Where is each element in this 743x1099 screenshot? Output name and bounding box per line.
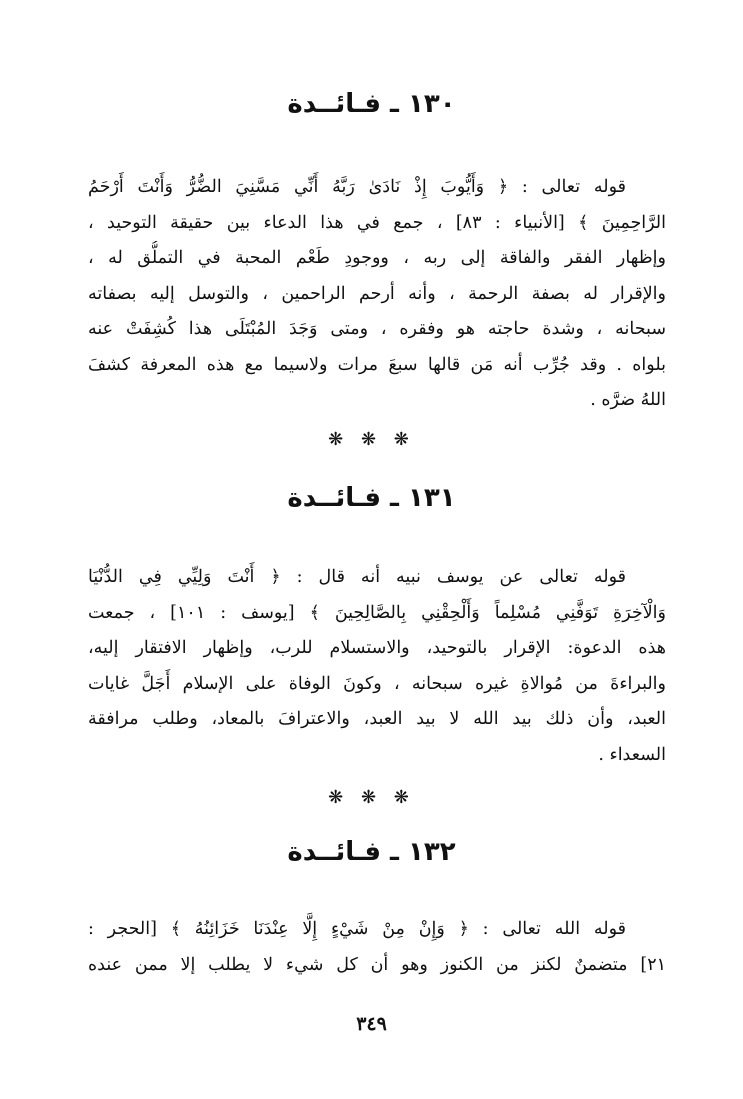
page-number: ٣٤٩ — [356, 1013, 387, 1035]
text-line: والبراءةَ من مُوالاةِ غيره سبحانه ، وكونَ الوفاة على الإسلام أَجَلَّ غايات — [88, 673, 666, 694]
text-line: وإظهار الفقر والفاقة إلى ربه ، ووجودِ طَعْم المحبة في التملُّق له ، — [88, 248, 666, 268]
section-body-131 — [88, 560, 666, 773]
section-separator: ❋ ❋ ❋ — [328, 429, 415, 450]
section-heading-131: ١٣١ ـ فـائــدة — [287, 483, 456, 513]
text-line: العبد، وأن ذلك بيد الله لا بيد العبد، والاعترافَ بالمعاد، وطلب مرافقة — [88, 709, 666, 729]
section-separator: ❋ ❋ ❋ — [328, 787, 415, 808]
text-line: قوله تعالى عن يوسف نبيه أنه قال : ﴿ أَنْتَ وَلِيِّي فِي الدُّنْيَا — [88, 567, 626, 587]
text-line: بلواه . وقد جُرِّب أنه مَن قالها سبعَ مرات ولاسيما مع هذه المعرفة كشفَ — [88, 354, 666, 375]
text-line: قوله تعالى : ﴿ وَأَيُّوبَ إِذْ نَادَىٰ رَبَّهُ أَنِّي مَسَّنِيَ الضُّرُّ وَأَنْتَ أَرْحَمُ — [88, 177, 626, 197]
text-line: هذه الدعوة: الإقرار بالتوحيد، والاستسلام للرب، وإظهار الافتقار إليه، — [88, 638, 666, 658]
section-body-132 — [88, 912, 666, 983]
text-line: والإقرار له بصفة الرحمة ، وأنه أرحم الراحمين ، والتوسل إليه بصفاته — [88, 283, 666, 304]
text-line: ٢١] متضمنٌ لكنز من الكنوز وهو أن كل شيء لا يطلب إلا ممن عنده — [88, 954, 666, 975]
text-line: اللهُ ضرَّه . — [590, 390, 666, 410]
text-line: الرَّاحِمِينَ ﴾ [الأنبياء : ٨٣] ، جمع في هذا الدعاء بين حقيقة التوحيد ، — [88, 212, 666, 233]
text-line: قوله الله تعالى : ﴿ وَإِنْ مِنْ شَيْءٍ إِلَّا عِنْدَنَا خَزَائِنُهُ ﴾ [الحجر : — [88, 919, 626, 939]
section-heading-130: ١٣٠ ـ فـائــدة — [287, 89, 456, 119]
section-heading-132: ١٣٢ ـ فـائــدة — [287, 837, 456, 867]
section-body-130 — [88, 170, 666, 419]
text-line: وَالْآخِرَةِ تَوَفَّنِي مُسْلِماً وَأَلْحِقْنِي بِالصَّالِحِينَ ﴾ [يوسف : ١٠١] ، جمعت — [88, 602, 666, 623]
text-line: سبحانه ، وشدة حاجته هو وفقره ، ومتى وَجَدَ المُبْتَلَى هذا كُشِفَتْ عنه — [88, 319, 666, 339]
text-line: السعداء . — [598, 744, 666, 765]
